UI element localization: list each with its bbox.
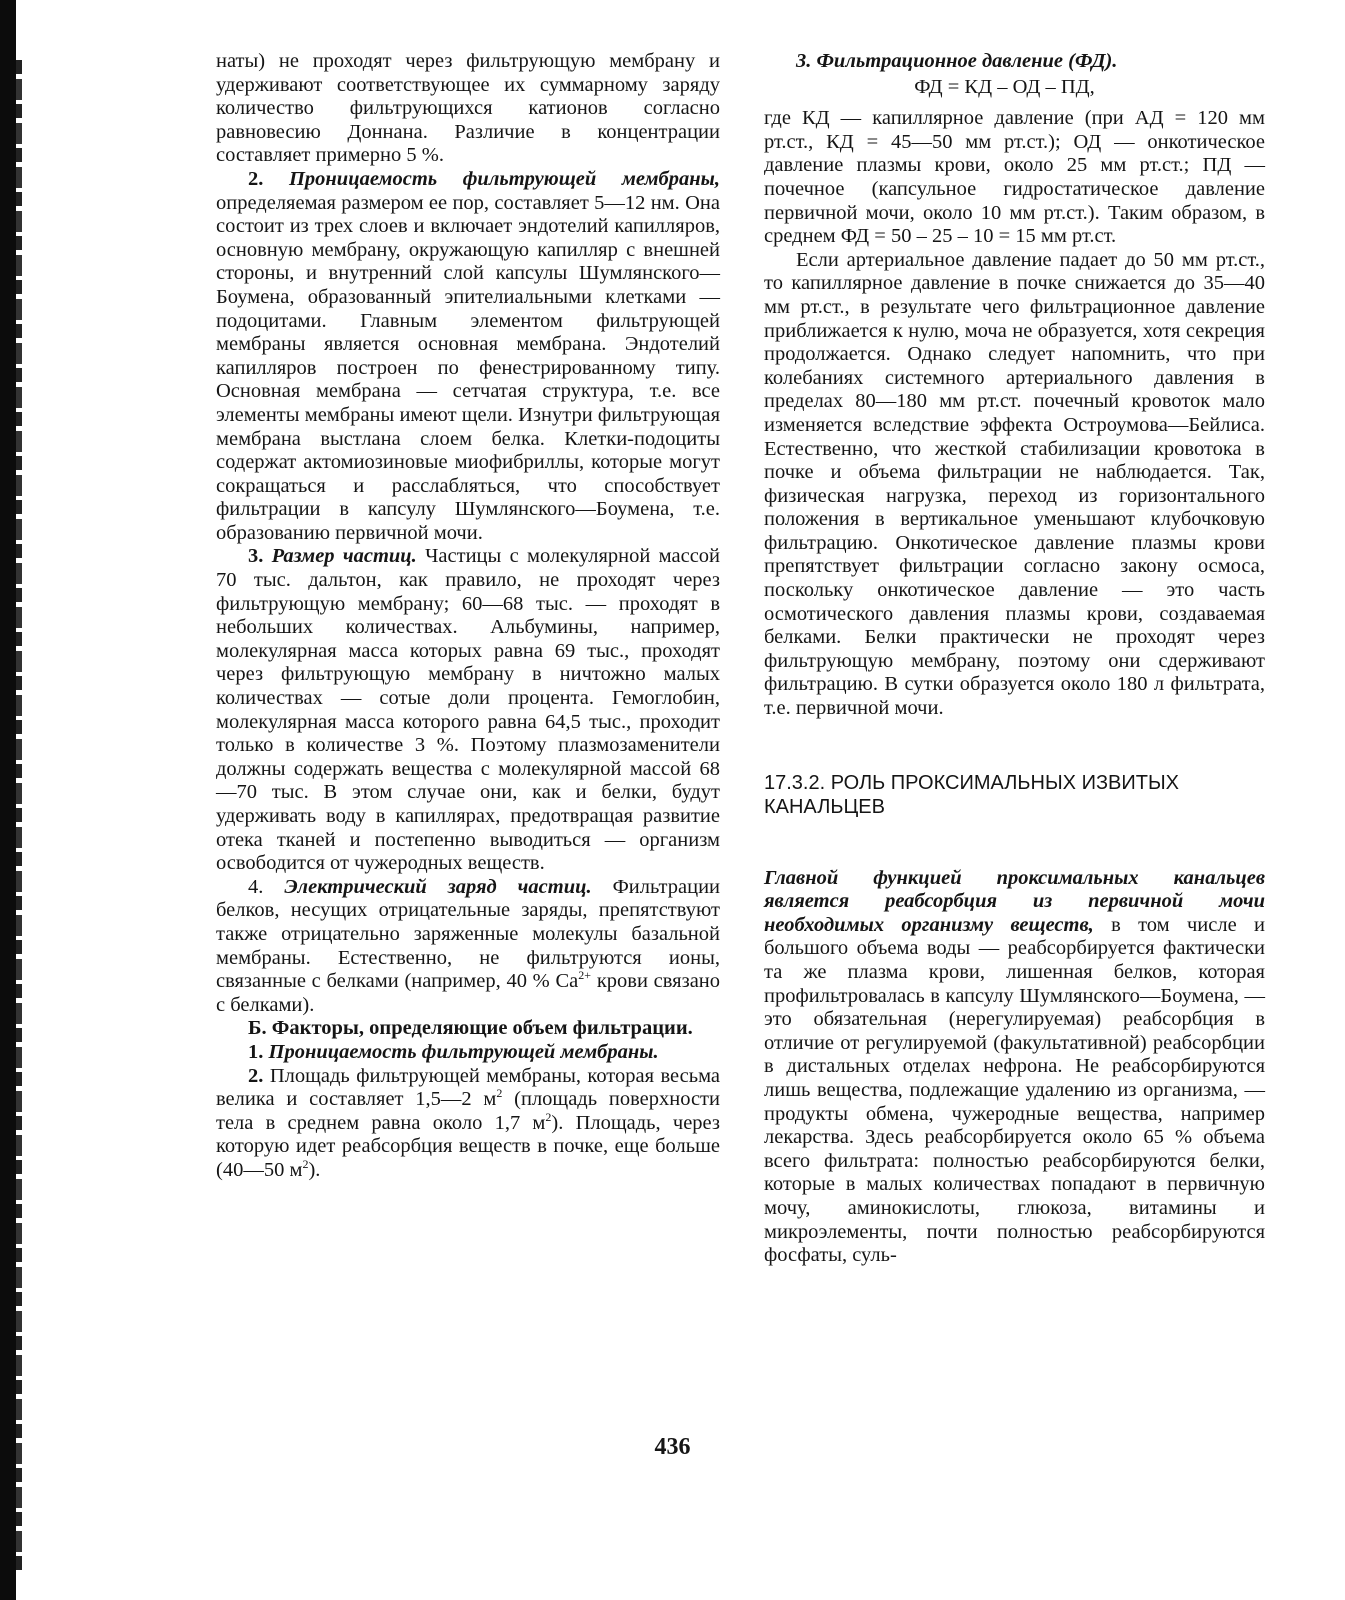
item-text: крови связано с белками). xyxy=(216,970,721,1016)
item-text: определяемая размером ее пор, составляет 5—12 нм. Она состоит из трех слоев и включает эндотелий капилляров, основную мембрану, окружающую капилляр с внешней стороны, и внутренний слой капсулы Шумлянского—Боумена, образованный эпителиальными клетками — подоцитами. Главным элементом фильтрующей мембраны является основная мембрана. Эндотелий капилляров построен по фенестрированному типу. Основная мембрана — сетчатая структура, т.е. все элементы мембраны имеют щели. Изнутри фильтрующая мембрана выстлана слоем белка. Клетки-подоциты содержат актомиозиновые миофибриллы, которые могут сокращаться и расслабляться, что способствует фильтрации в капсулу Шумлянского—Боумена, т.е. образованию первичной мочи. xyxy=(216,191,720,544)
item-number: 4. xyxy=(248,875,264,898)
right-column xyxy=(764,50,1265,1268)
item-text: Частицы с молекулярной массой 70 тыс. дальтон, как правило, не проходят через фильтрующую мембрану; 60—68 тыс. — проходят в небольших количествах. Альбумины, например, молекулярная масса которых равна 69 тыс., проходят через фильтрующую мембрану в ничтожно малых количествах — сотые доли процента. Гемоглобин, молекулярная масса которого равна 64,5 тыс., проходит только в количестве 3 %. Поэтому плазмозаменители должны содержать вещества с молекулярной массой 68—70 тыс. В этом случае они, как и белки, будут удерживать воду в капиллярах, предотвращая развитие отека тканей и постепенно выводиться — организм освободится от чужеродных веществ. xyxy=(216,545,721,875)
left-paragraph-5 xyxy=(216,1041,720,1065)
superscript: 2+ xyxy=(578,968,592,983)
item-number: 2. xyxy=(248,1064,264,1087)
right-paragraph-3: Если артериальное давление падает до 50 мм рт.ст., то капиллярное давление в почке снижается до 35—40 мм рт.ст., в результате чего фильтрационное давление приближается к нулю, моча не образуется, хотя секреция продолжается. Однако следует напомнить, что при колебаниях системного артериального давления в пределах 80—180 мм рт.ст. почечный кровоток мало изменяется вследствие эффекта Остроумова—Бейлиса. Естественно, что жесткой стабилизации кровотока в почке и объема фильтрации не наблюдается. Так, физическая нагрузка, переход из горизонтального положения в вертикальное уменьшают клубочковую фильтрацию. Онкотическое давление плазмы крови препятствует фильтрации согласно закону осмоса, поскольку онкотическое давление — это часть осмотического давления плазмы крови, создаваемая белками. Белки практически не проходят через фильтрующую мембрану, поэтому они сдерживают фильтрацию. В сутки образуется около 180 л фильтрата, т.е. первичной мочи. xyxy=(764,248,1265,720)
left-paragraph-6 xyxy=(216,1065,720,1183)
item-title: Проницаемость фильтрующей мембраны, xyxy=(288,167,720,190)
item-text: Фильтрации белков, несущих отрицательные заряды, препятствуют также отрицательно заряженные молекулы базальной мембраны. Естественно, не фильтруются ионы, связанные с белками (например, 40 % Ca xyxy=(216,875,721,993)
item-text: (площадь поверхности тела в среднем равна около 1,7 м xyxy=(216,1088,720,1134)
scan-edge-texture xyxy=(16,60,22,1570)
left-paragraph-2 xyxy=(216,168,720,546)
page-number: 436 xyxy=(654,1434,691,1460)
heading-factors: Б. Факторы, определяющие объем фильтрации. xyxy=(248,1017,693,1040)
left-paragraph-3 xyxy=(216,545,720,875)
item-text: ). Площадь, через которую идет реабсорбция веществ в почке, еще больше (40—50 м xyxy=(216,1111,720,1181)
right-paragraph-4 xyxy=(764,867,1265,1268)
left-paragraph-4 xyxy=(216,876,720,1018)
item-title: Проницаемость фильтрующей мембраны. xyxy=(268,1040,659,1063)
superscript: 2 xyxy=(545,1109,552,1124)
superscript: 2 xyxy=(302,1157,309,1172)
item-number: 1. xyxy=(248,1040,264,1063)
left-column xyxy=(216,50,720,1183)
right-paragraph-2: где КД — капиллярное давление (при АД = 120 мм рт.ст., КД = 45—50 мм рт.ст.); ОД — онкотическое давление плазмы крови, около 25 мм рт.ст.; ПД — почечное (капсульное гидростатическое давление первичной мочи, около 10 мм рт.ст.). Таким образом, в среднем ФД = 50 – 25 – 10 = 15 мм рт.ст. xyxy=(764,107,1265,248)
scan-edge-shadow xyxy=(0,0,16,1600)
item-number: 2. xyxy=(248,167,264,190)
item-text: ). xyxy=(308,1158,321,1181)
formula: ФД = КД – ОД – ПД, xyxy=(914,75,1095,98)
left-paragraph-1: наты) не проходят через фильтрующую мембрану и удерживают соответствующее их суммарному заряду количество фильтрующихся катионов согласно равновесию Доннана. Различие в концентрации составляет примерно 5 %. xyxy=(216,50,720,167)
section-heading: 17.3.2. РОЛЬ ПРОКСИМАЛЬНЫХ ИЗВИТЫХ КАНАЛЬЦЕВ xyxy=(764,771,1179,818)
lead-text: Главной функцией проксимальных канальцев является реабсорбция из первичной мочи необходимых организму веществ, xyxy=(764,866,1265,936)
item-title: Электрический заряд частиц. xyxy=(284,875,592,898)
item-text: Площадь фильтрующей мембраны, которая весьма велика и составляет 1,5—2 м xyxy=(216,1064,721,1111)
item-title: Размер частиц. xyxy=(271,545,417,568)
superscript: 2 xyxy=(496,1086,503,1101)
body-text: в том числе и большого объема воды — реабсорбируется фактически та же плазма крови, лишенная белков, которая профильтровалась в капсулу Шумлянского—Боумена, — это обязательная (нерегулируемая) реабсорбция в отличие от регулируемой (факультативной) реабсорбции в дистальных отделах нефрона. Не реабсорбируются лишь вещества, подлежащие удалению из организма, — продукты обмена, чужеродные вещества, например лекарства. Здесь реабсорбируется около 65 % объема всего фильтрата: полностью реабсорбируются белки, которые в малых количествах попадают в первичную мочу, аминокислоты, глюкоза, витамины и микроэлементы, почти полностью реабсорбируются фосфаты, суль- xyxy=(764,913,1265,1267)
item-number: 3. xyxy=(248,545,264,568)
right-item-title: 3. Фильтрационное давление (ФД). xyxy=(796,50,1118,72)
